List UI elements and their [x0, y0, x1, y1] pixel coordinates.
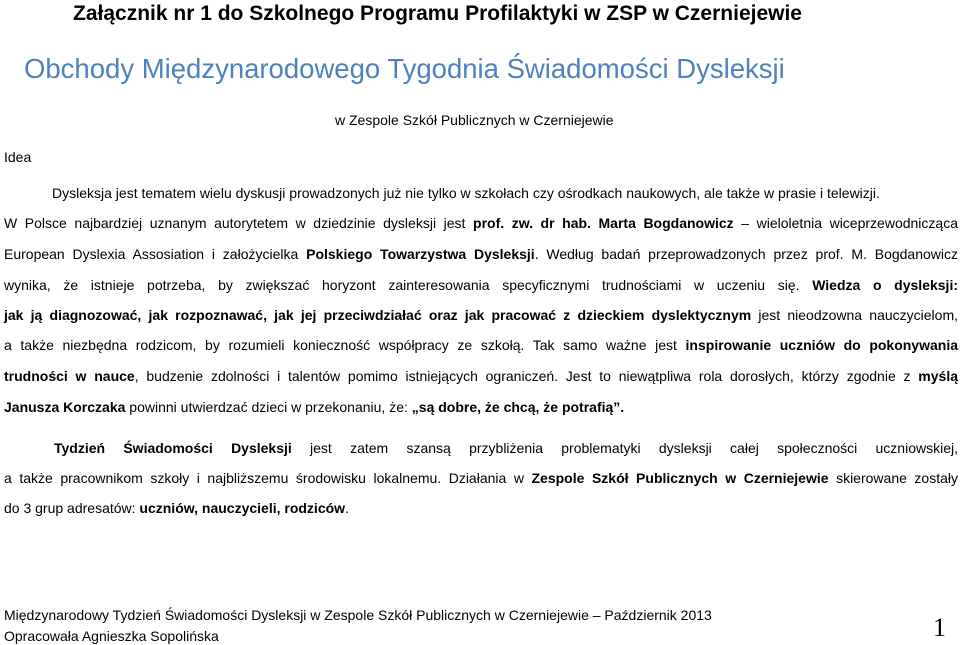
text-run: – wieloletnia wiceprzewodnicząca: [733, 215, 958, 231]
text-run: skierowane zostały: [828, 470, 958, 486]
paragraph-line-3: [4, 245, 958, 263]
paragraph-line-8: [4, 398, 958, 416]
paragraph-line-2: [4, 214, 958, 232]
text-run: Wiedza o dysleksji:: [812, 277, 958, 293]
text-run: .: [345, 500, 349, 516]
document-title: Załącznik nr 1 do Szkolnego Programu Profilaktyki w ZSP w Czerniejewie: [73, 2, 802, 25]
paragraph-line-4: [4, 276, 958, 294]
paragraph-line-11: [4, 499, 958, 517]
text-run: prof. zw. dr hab.: [473, 215, 591, 231]
footer-line-author: Opracowała Agnieszka Sopolińska: [4, 628, 219, 644]
text-run: Marta Bogdanowicz: [598, 215, 734, 231]
paragraph-line-10: [4, 469, 958, 487]
school-subtitle: w Zespole Szkół Publicznych w Czerniejewie: [335, 112, 614, 128]
text-run: Zespole Szkół Publicznych w Czerniejewie: [531, 470, 829, 486]
paragraph-line-5: [4, 306, 958, 324]
paragraph-line-9: [4, 439, 958, 457]
paragraph-line-7: [4, 367, 958, 385]
text-run: Janusza Korczaka: [4, 399, 126, 415]
text-run: jest nieodzowna nauczycielom,: [751, 307, 958, 323]
text-run: trudności w nauce: [4, 368, 135, 384]
text-run: jak ją diagnozować, jak rozpoznawać, jak jej przeciwdziałać oraz jak pracować z dzieckiem dyslektycznym: [4, 307, 752, 323]
text-run: a także niezbędna rodzicom, by rozumieli konieczność współpracy ze szkołą. Tak samo ważne jest: [4, 337, 686, 353]
text-run: „są dobre, że chcą, że potrafią”.: [411, 399, 625, 415]
text-run: Tydzień Świadomości Dysleksji: [54, 440, 292, 456]
text-run: European Dyslexia Assosiation i założycielka: [4, 246, 307, 262]
paragraph-line-1: Dysleksja jest tematem wielu dyskusji prowadzonych już nie tylko w szkołach czy ośrodkach naukowych, ale także w prasie i telewizji.: [52, 185, 880, 201]
text-run: myślą: [918, 368, 958, 384]
footer-line-event: Międzynarodowy Tydzień Świadomości Dysleksji w Zespole Szkół Publicznych w Czerniejewie – Październik 2013: [4, 607, 712, 623]
text-run: do 3 grup adresatów:: [4, 500, 140, 516]
text-run: . Według badań przeprowadzonych przez prof. M. Bogdanowicz: [534, 246, 959, 262]
paragraph-line-6: [4, 336, 958, 354]
text-run: uczniów, nauczycieli, rodziców: [139, 500, 346, 516]
page-number: 1: [933, 613, 946, 642]
text-run: inspirowanie uczniów do pokonywania: [685, 337, 959, 353]
text-run: [591, 215, 599, 231]
document-heading: Obchody Międzynarodowego Tygodnia Świadomości Dysleksji: [24, 53, 785, 84]
text-run: Polskiego Towarzystwa Dysleksji: [306, 246, 535, 262]
text-run: jest zatem szansą przybliżenia problematyki dysleksji całej społeczności uczniowskiej,: [291, 440, 958, 456]
text-run: wynika, że istnieje potrzeba, by zwiększać horyzont zainteresowania specyficznymi trudnościami w uczeniu się.: [4, 277, 813, 293]
text-run: , budzenie zdolności i talentów pomimo istniejących ograniczeń. Jest to niewątpliwa rola dorosłych, którzy zgodnie z: [134, 368, 919, 384]
text-run: a także pracownikom szkoły i najbliższemu środowisku lokalnemu. Działania w: [4, 470, 532, 486]
text-run: powinni utwierdzać dzieci w przekonaniu, że:: [125, 399, 412, 415]
text-run: W Polsce najbardziej uznanym autorytetem w dziedzinie dysleksji jest: [4, 215, 474, 231]
section-title-idea: Idea: [4, 149, 32, 165]
